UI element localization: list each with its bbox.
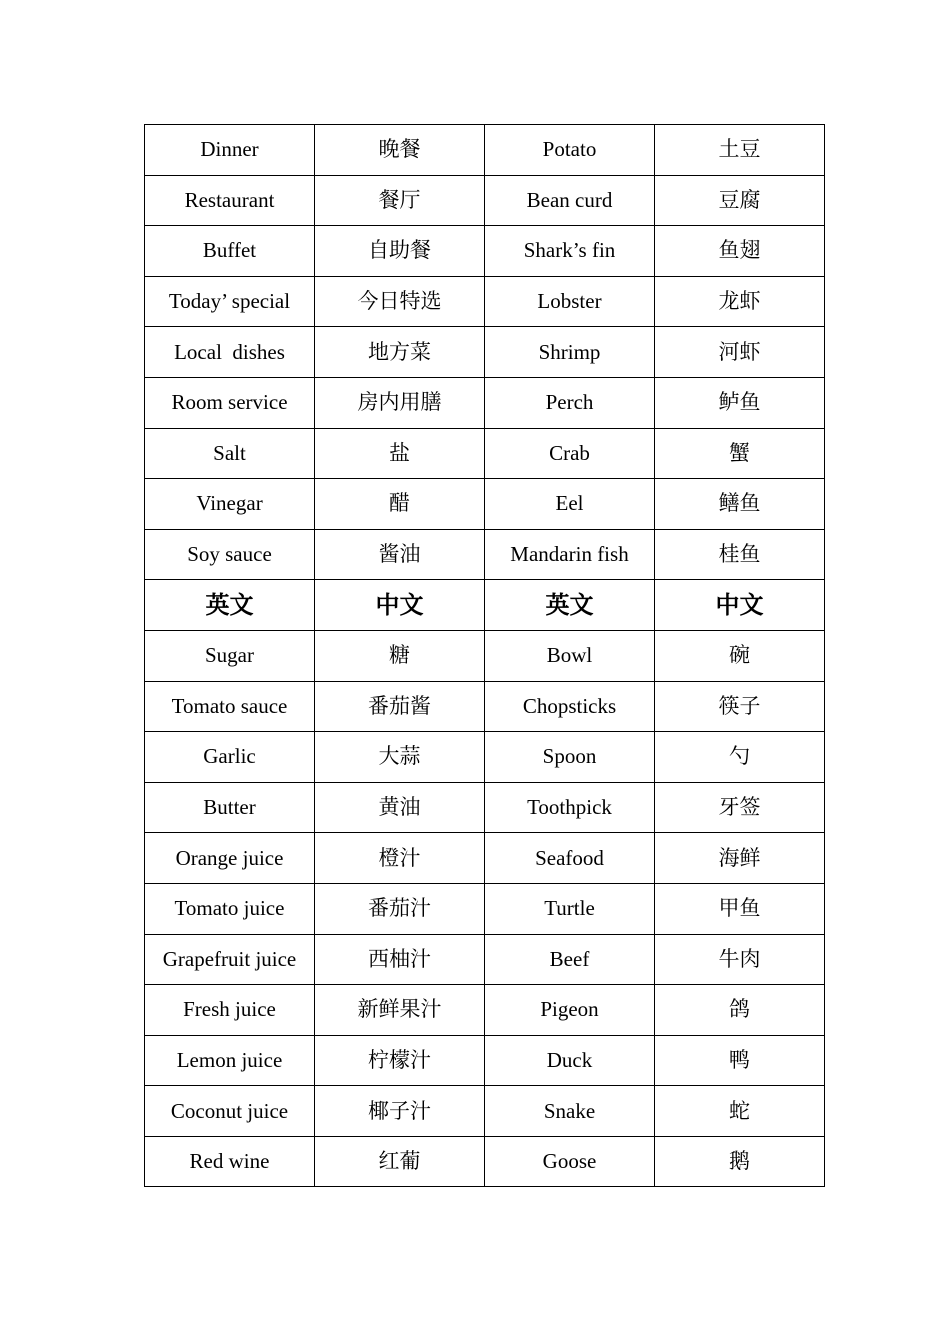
chinese-term-cell: 鹅 bbox=[655, 1136, 825, 1187]
chinese-term-cell: 醋 bbox=[315, 479, 485, 530]
chinese-term-cell: 大蒜 bbox=[315, 732, 485, 783]
chinese-term-cell: 西柚汁 bbox=[315, 934, 485, 985]
table-row bbox=[145, 883, 825, 934]
english-term-cell: Grapefruit juice bbox=[145, 934, 315, 985]
english-term-cell: Local dishes bbox=[145, 327, 315, 378]
table-row bbox=[145, 125, 825, 176]
english-term-cell: Perch bbox=[485, 377, 655, 428]
column-header-chinese: 中文 bbox=[315, 580, 485, 631]
chinese-term-cell: 牙签 bbox=[655, 782, 825, 833]
english-term-cell: Tomato sauce bbox=[145, 681, 315, 732]
english-term-cell: Seafood bbox=[485, 833, 655, 884]
table-row bbox=[145, 732, 825, 783]
english-term-cell: Chopsticks bbox=[485, 681, 655, 732]
table-row bbox=[145, 529, 825, 580]
chinese-term-cell: 新鲜果汁 bbox=[315, 985, 485, 1036]
chinese-term-cell: 牛肉 bbox=[655, 934, 825, 985]
chinese-term-cell: 柠檬汁 bbox=[315, 1035, 485, 1086]
chinese-term-cell: 盐 bbox=[315, 428, 485, 479]
table-row bbox=[145, 226, 825, 277]
chinese-term-cell: 房内用膳 bbox=[315, 377, 485, 428]
table-row bbox=[145, 428, 825, 479]
chinese-term-cell: 龙虾 bbox=[655, 276, 825, 327]
chinese-term-cell: 红葡 bbox=[315, 1136, 485, 1187]
chinese-term-cell: 豆腐 bbox=[655, 175, 825, 226]
english-term-cell: Coconut juice bbox=[145, 1086, 315, 1137]
table-row bbox=[145, 1035, 825, 1086]
english-term-cell: Vinegar bbox=[145, 479, 315, 530]
english-term-cell: Sugar bbox=[145, 630, 315, 681]
chinese-term-cell: 今日特选 bbox=[315, 276, 485, 327]
chinese-term-cell: 海鲜 bbox=[655, 833, 825, 884]
vocabulary-table bbox=[144, 124, 825, 1187]
english-term-cell: Salt bbox=[145, 428, 315, 479]
english-term-cell: Toothpick bbox=[485, 782, 655, 833]
chinese-term-cell: 碗 bbox=[655, 630, 825, 681]
english-term-cell: Tomato juice bbox=[145, 883, 315, 934]
chinese-term-cell: 土豆 bbox=[655, 125, 825, 176]
chinese-term-cell: 鸭 bbox=[655, 1035, 825, 1086]
chinese-term-cell: 甲鱼 bbox=[655, 883, 825, 934]
chinese-term-cell: 番茄酱 bbox=[315, 681, 485, 732]
chinese-term-cell: 餐厅 bbox=[315, 175, 485, 226]
english-term-cell: Pigeon bbox=[485, 985, 655, 1036]
chinese-term-cell: 自助餐 bbox=[315, 226, 485, 277]
chinese-term-cell: 酱油 bbox=[315, 529, 485, 580]
chinese-term-cell: 鸽 bbox=[655, 985, 825, 1036]
vocabulary-table-body bbox=[145, 125, 825, 1187]
table-row bbox=[145, 681, 825, 732]
chinese-term-cell: 蛇 bbox=[655, 1086, 825, 1137]
table-row bbox=[145, 985, 825, 1036]
chinese-term-cell: 鱼翅 bbox=[655, 226, 825, 277]
english-term-cell: Dinner bbox=[145, 125, 315, 176]
english-term-cell: Soy sauce bbox=[145, 529, 315, 580]
table-row bbox=[145, 479, 825, 530]
chinese-term-cell: 椰子汁 bbox=[315, 1086, 485, 1137]
english-term-cell: Beef bbox=[485, 934, 655, 985]
english-term-cell: Shark’s fin bbox=[485, 226, 655, 277]
chinese-term-cell: 蟹 bbox=[655, 428, 825, 479]
english-term-cell: Crab bbox=[485, 428, 655, 479]
english-term-cell: Orange juice bbox=[145, 833, 315, 884]
english-term-cell: Eel bbox=[485, 479, 655, 530]
table-row bbox=[145, 833, 825, 884]
english-term-cell: Today’ special bbox=[145, 276, 315, 327]
english-term-cell: Lobster bbox=[485, 276, 655, 327]
chinese-term-cell: 糖 bbox=[315, 630, 485, 681]
english-term-cell: Potato bbox=[485, 125, 655, 176]
english-term-cell: Duck bbox=[485, 1035, 655, 1086]
english-term-cell: Butter bbox=[145, 782, 315, 833]
chinese-term-cell: 地方菜 bbox=[315, 327, 485, 378]
column-header-chinese: 中文 bbox=[655, 580, 825, 631]
chinese-term-cell: 桂鱼 bbox=[655, 529, 825, 580]
english-term-cell: Buffet bbox=[145, 226, 315, 277]
chinese-term-cell: 橙汁 bbox=[315, 833, 485, 884]
english-term-cell: Room service bbox=[145, 377, 315, 428]
chinese-term-cell: 晚餐 bbox=[315, 125, 485, 176]
chinese-term-cell: 鳝鱼 bbox=[655, 479, 825, 530]
table-row bbox=[145, 630, 825, 681]
english-term-cell: Snake bbox=[485, 1086, 655, 1137]
table-row bbox=[145, 1136, 825, 1187]
table-header-row bbox=[145, 580, 825, 631]
table-row bbox=[145, 1086, 825, 1137]
english-term-cell: Bean curd bbox=[485, 175, 655, 226]
english-term-cell: Goose bbox=[485, 1136, 655, 1187]
chinese-term-cell: 黄油 bbox=[315, 782, 485, 833]
chinese-term-cell: 鲈鱼 bbox=[655, 377, 825, 428]
table-row bbox=[145, 782, 825, 833]
english-term-cell: Restaurant bbox=[145, 175, 315, 226]
english-term-cell: Bowl bbox=[485, 630, 655, 681]
chinese-term-cell: 勺 bbox=[655, 732, 825, 783]
english-term-cell: Mandarin fish bbox=[485, 529, 655, 580]
english-term-cell: Turtle bbox=[485, 883, 655, 934]
english-term-cell: Lemon juice bbox=[145, 1035, 315, 1086]
column-header-english: 英文 bbox=[145, 580, 315, 631]
column-header-english: 英文 bbox=[485, 580, 655, 631]
english-term-cell: Red wine bbox=[145, 1136, 315, 1187]
table-row bbox=[145, 175, 825, 226]
chinese-term-cell: 筷子 bbox=[655, 681, 825, 732]
english-term-cell: Shrimp bbox=[485, 327, 655, 378]
table-row bbox=[145, 276, 825, 327]
table-row bbox=[145, 934, 825, 985]
table-row bbox=[145, 377, 825, 428]
chinese-term-cell: 河虾 bbox=[655, 327, 825, 378]
table-row bbox=[145, 327, 825, 378]
english-term-cell: Fresh juice bbox=[145, 985, 315, 1036]
english-term-cell: Garlic bbox=[145, 732, 315, 783]
english-term-cell: Spoon bbox=[485, 732, 655, 783]
chinese-term-cell: 番茄汁 bbox=[315, 883, 485, 934]
